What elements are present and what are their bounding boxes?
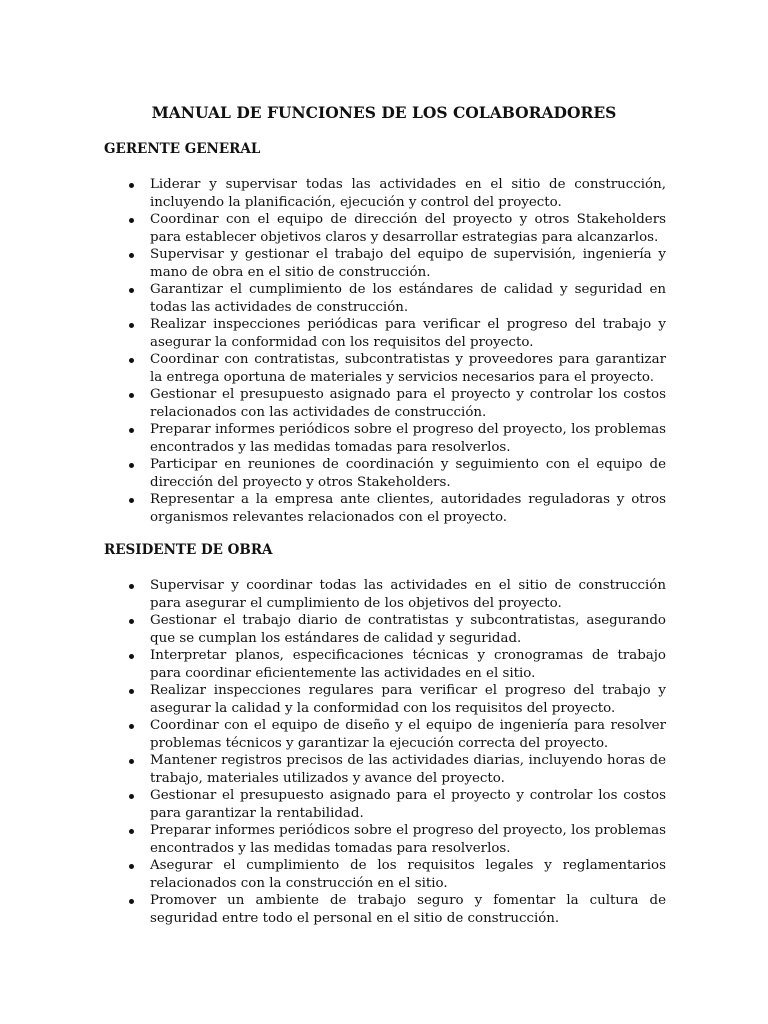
bullet-icon (129, 183, 134, 188)
list-item (104, 456, 666, 491)
section-residente-de-obra (104, 540, 666, 927)
list-item-text: Supervisar y gestionar el trabajo del equipo de supervisión, ingeniería y mano de obra en el sitio de construcción. (150, 247, 666, 280)
list-item-text: Gestionar el trabajo diario de contratistas y subcontratistas, asegurando que se cumplan los estándares de calidad y seguridad. (150, 613, 666, 646)
bullet-icon (129, 393, 134, 398)
list-item-text: Promover un ambiente de trabajo seguro y fomentar la cultura de seguridad entre todo el personal en el sitio de construcción. (150, 893, 666, 926)
list-item (104, 577, 666, 612)
bullet-icon (129, 428, 134, 433)
list-item-text: Realizar inspecciones periódicas para verificar el progreso del trabajo y asegurar la conformidad con los requisitos del proyecto. (150, 317, 666, 350)
list-item (104, 787, 666, 822)
list-item (104, 246, 666, 281)
list-item-text: Coordinar con el equipo de dirección del proyecto y otros Stakeholders para establecer objetivos claros y desarrollar estrategias para alcanzarlos. (150, 212, 666, 245)
bullet-icon (129, 498, 134, 503)
list-item-text: Coordinar con contratistas, subcontratistas y proveedores para garantizar la entrega oportuna de materiales y servicios necesarios para el proyecto. (150, 352, 666, 385)
list-item-text: Mantener registros precisos de las actividades diarias, incluyendo horas de trabajo, materiales utilizados y avance del proyecto. (150, 753, 666, 786)
bullet-icon (129, 759, 134, 764)
list-item-text: Gestionar el presupuesto asignado para el proyecto y controlar los costos relacionados con las actividades de construcción. (150, 387, 666, 420)
list-item (104, 752, 666, 787)
bullet-icon (129, 794, 134, 799)
list-item (104, 421, 666, 456)
list-item-text: Preparar informes periódicos sobre el progreso del proyecto, los problemas encontrados y las medidas tomadas para resolverlos. (150, 823, 666, 856)
bullet-icon (129, 899, 134, 904)
list-item-text: Coordinar con el equipo de diseño y el equipo de ingeniería para resolver problemas técnicos y garantizar la ejecución correcta del proyecto. (150, 718, 666, 751)
section-gerente-general (104, 139, 666, 526)
list-item (104, 386, 666, 421)
document-title: MANUAL DE FUNCIONES DE LOS COLABORADORES (151, 103, 617, 122)
bullet-icon (129, 288, 134, 293)
list-item (104, 892, 666, 927)
section-heading: RESIDENTE DE OBRA (104, 542, 273, 558)
bullet-icon (129, 323, 134, 328)
bullet-icon (129, 358, 134, 363)
list-item-text: Supervisar y coordinar todas las actividades en el sitio de construcción para asegurar el cumplimiento de los objetivos del proyecto. (150, 578, 666, 611)
list-item (104, 857, 666, 892)
bullet-icon (129, 253, 134, 258)
bullet-list (104, 577, 666, 927)
section-heading: GERENTE GENERAL (104, 141, 261, 157)
bullet-icon (129, 689, 134, 694)
list-item (104, 822, 666, 857)
bullet-icon (129, 619, 134, 624)
list-item (104, 281, 666, 316)
list-item (104, 491, 666, 526)
list-item-text: Asegurar el cumplimiento de los requisitos legales y reglamentarios relacionados con la construcción en el sitio. (150, 858, 666, 891)
bullet-icon (129, 584, 134, 589)
bullet-icon (129, 724, 134, 729)
list-item-text: Representar a la empresa ante clientes, autoridades reguladoras y otros organismos relevantes relacionados con el proyecto. (150, 492, 666, 525)
bullet-icon (129, 829, 134, 834)
bullet-icon (129, 463, 134, 468)
list-item (104, 351, 666, 386)
list-item (104, 647, 666, 682)
list-item (104, 176, 666, 211)
list-item (104, 612, 666, 647)
list-item-text: Garantizar el cumplimiento de los estándares de calidad y seguridad en todas las actividades de construcción. (150, 282, 666, 315)
bullet-list (104, 176, 666, 526)
list-item (104, 682, 666, 717)
list-item-text: Interpretar planos, especificaciones técnicas y cronogramas de trabajo para coordinar eficientemente las actividades en el sitio. (150, 648, 666, 681)
list-item-text: Preparar informes periódicos sobre el progreso del proyecto, los problemas encontrados y las medidas tomadas para resolverlos. (150, 422, 666, 455)
bullet-icon (129, 218, 134, 223)
list-item-text: Liderar y supervisar todas las actividades en el sitio de construcción, incluyendo la planificación, ejecución y control del proyecto. (150, 177, 666, 210)
list-item-text: Realizar inspecciones regulares para verificar el progreso del trabajo y asegurar la calidad y la conformidad con los requisitos del proyecto. (150, 683, 666, 716)
list-item-text: Gestionar el presupuesto asignado para el proyecto y controlar los costos para garantizar la rentabilidad. (150, 788, 666, 821)
list-item (104, 316, 666, 351)
list-item (104, 717, 666, 752)
bullet-icon (129, 654, 134, 659)
list-item (104, 211, 666, 246)
list-item-text: Participar en reuniones de coordinación y seguimiento con el equipo de dirección del proyecto y otros Stakeholders. (150, 457, 666, 490)
bullet-icon (129, 864, 134, 869)
